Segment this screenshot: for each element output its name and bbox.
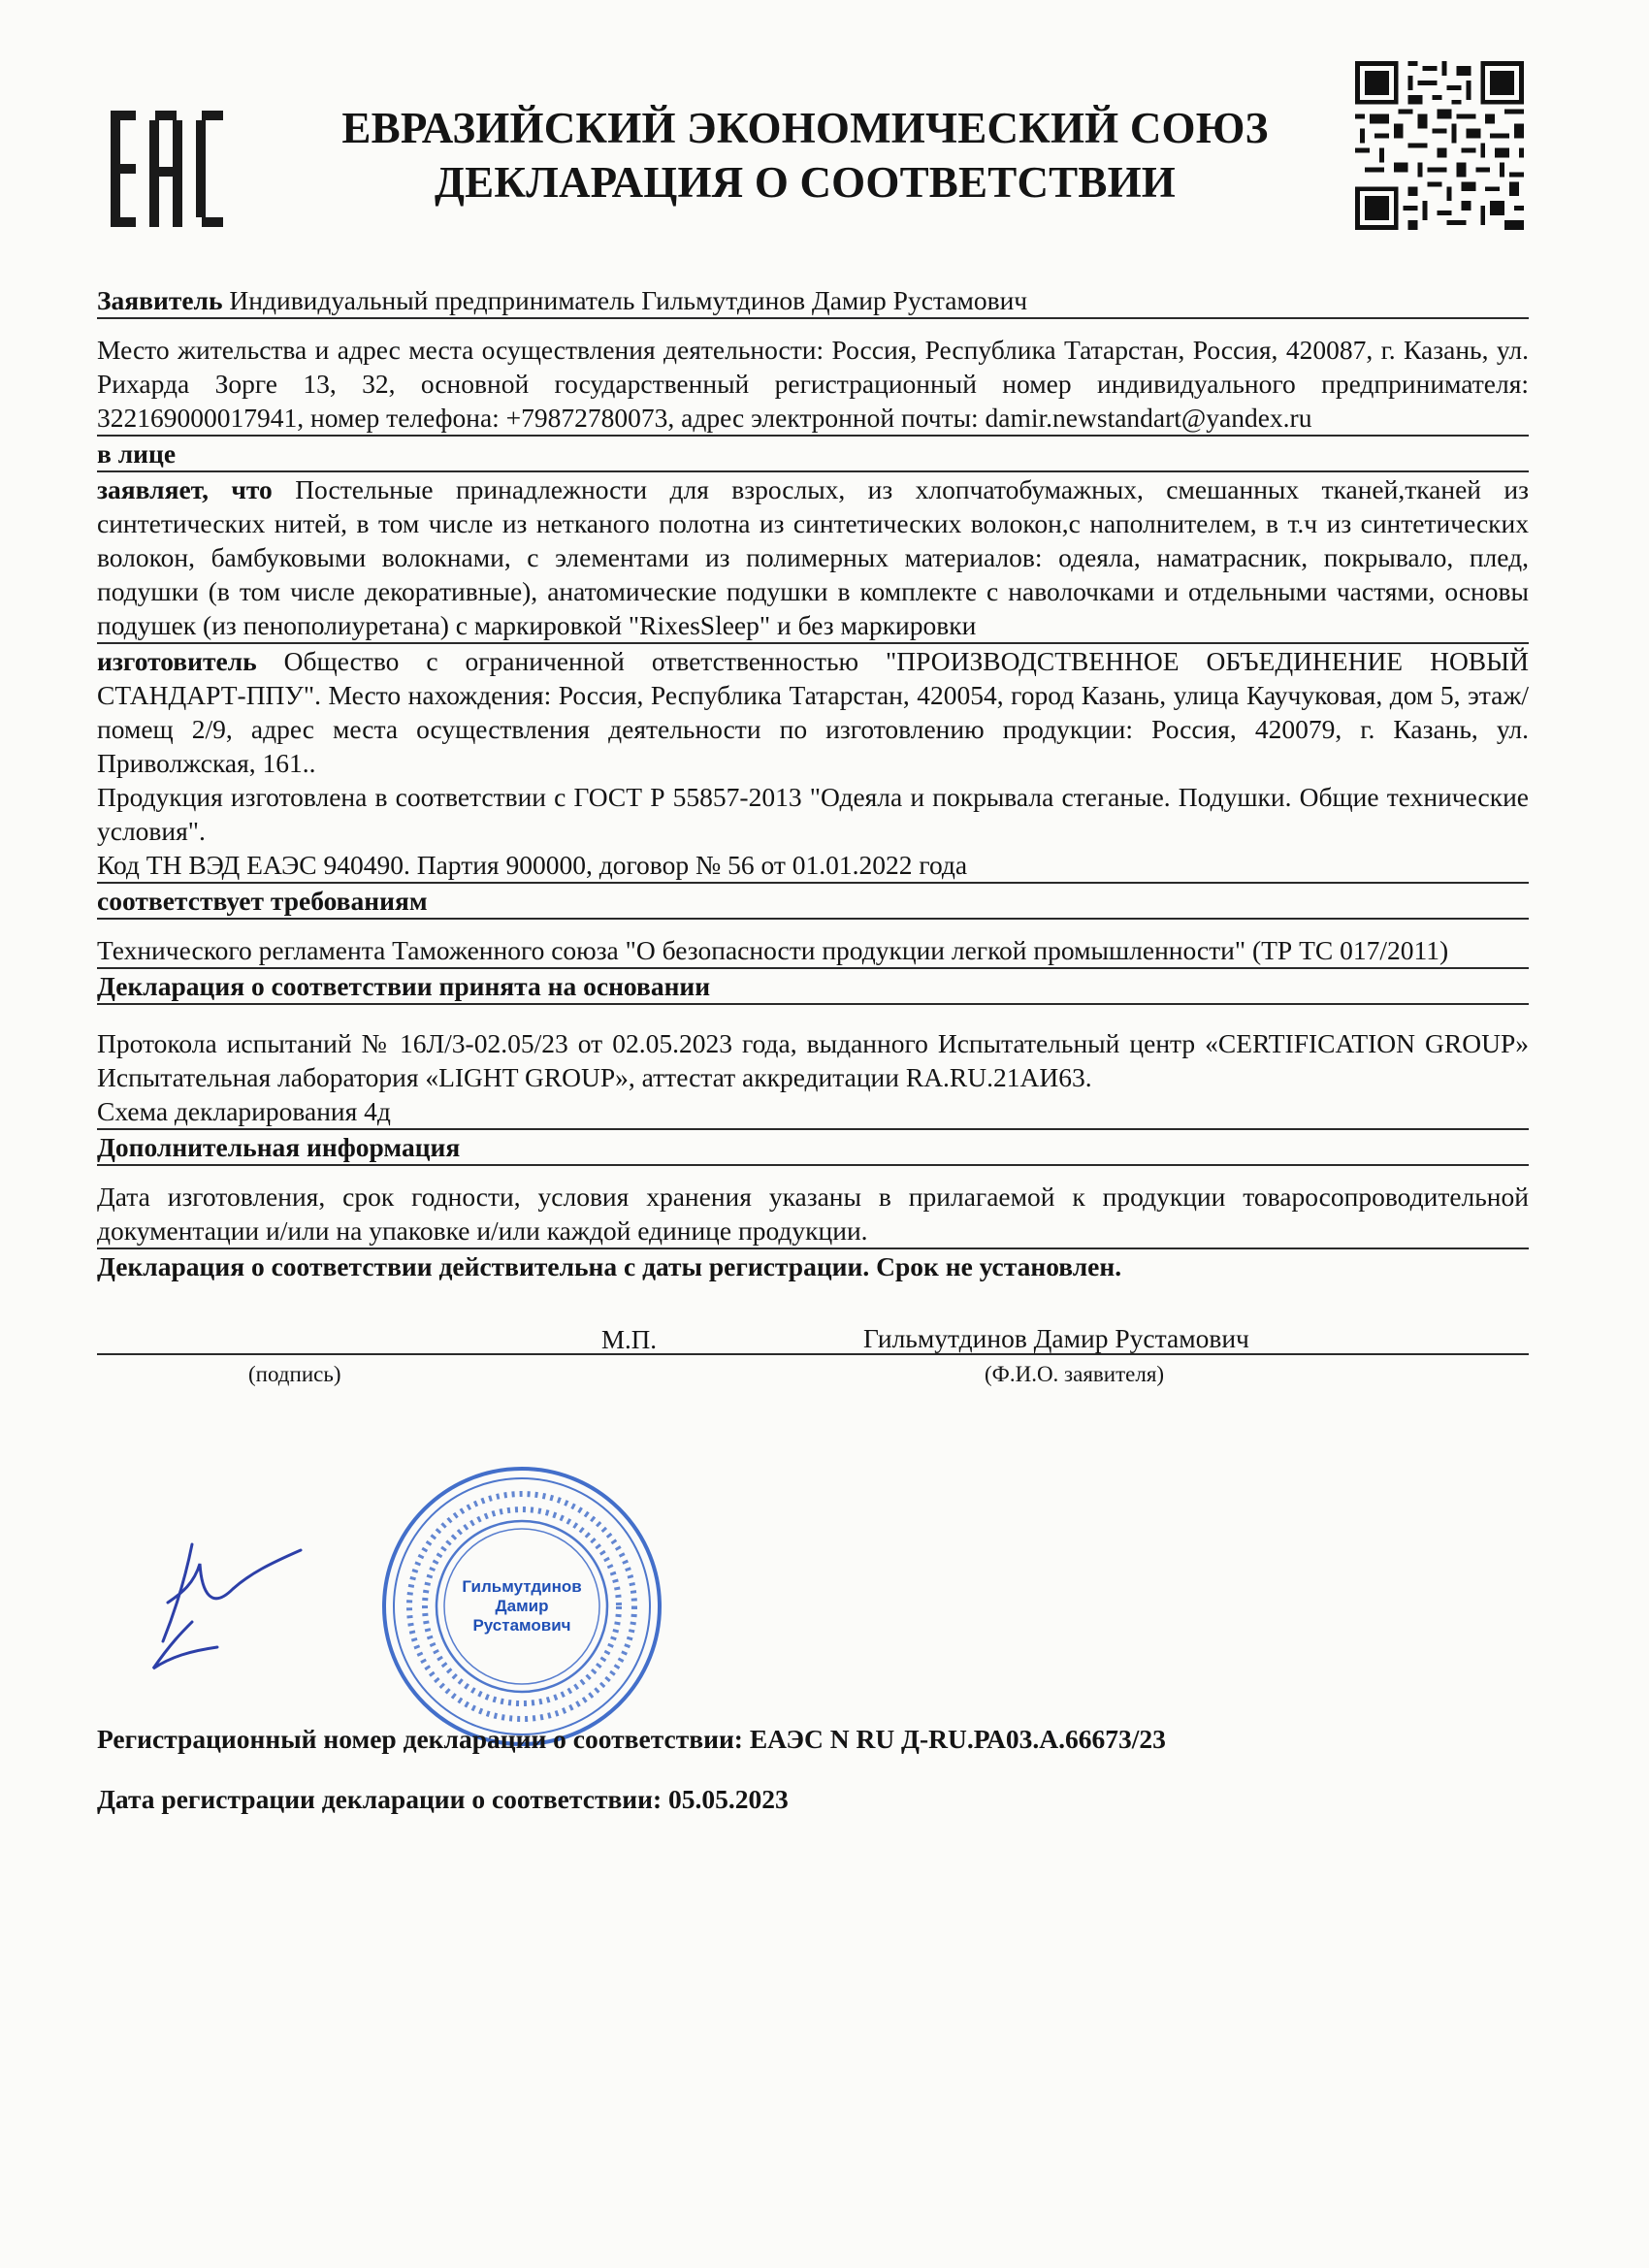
conforms-value: Технического регламента Таможенного союза "О безопасности продукции легкой промышленности" (ТР ТС 017/2011) xyxy=(97,935,1449,965)
title-declaration: ДЕКЛАРАЦИЯ О СООТВЕТСТВИИ xyxy=(435,158,1176,207)
manufacturer-value: Общество с ограниченной ответственностью "ПРОИЗВОДСТВЕННОЕ ОБЪЕДИНЕНИЕ НОВЫЙ СТАНДАРТ-ППУ". Место нахождения: Россия, Республика Татарстан, 420054, город Казань, улица Каучуковая, дом 5, этаж/помещ 2/9, адрес места осуществления деятельности по изготовлению продукции: Россия, 420079, г. Казань, ул. Приволжская, 161.. xyxy=(97,646,1529,778)
signature-row xyxy=(97,1283,1529,1419)
additional-value: Дата изготовления, срок годности, условия хранения указаны в прилагаемой к продукции товаросопроводительной документации и/или на упаковке и/или каждой единице продукции. xyxy=(97,1182,1529,1246)
registration-number: Регистрационный номер декларации о соответствии: ЕАЭС N RU Д-RU.РА03.А.66673/23 xyxy=(97,1724,1166,1754)
declares-row xyxy=(97,472,1529,644)
in-person-row xyxy=(97,437,1529,472)
declaration-body xyxy=(97,283,1529,1419)
stamp-line-1: Гильмутдинов xyxy=(462,1577,582,1596)
in-person-label: в лице xyxy=(97,438,177,469)
registration-date: Дата регистрации декларации о соответствии: 05.05.2023 xyxy=(97,1784,789,1814)
declares-value: Постельные принадлежности для взрослых, из хлопчатобумажных, смешанных тканей,тканей из синтетических нитей, в том числе из нетканого полотна из синтетических волокон,с наполнителем, в т.ч из синтетических волокон, бамбуковыми волокнами, с элементами из полимерных материалов: одеяла, наматрасник, покрывало, плед, подушки (в том числе декоративные), анатомические подушки в комплекте с наволочками и отдельными частями, основы подушек (из пенополиуретана) с маркировкой "RixesSleep" и без маркировки xyxy=(97,474,1529,640)
document-title xyxy=(291,101,1319,210)
basis-row xyxy=(97,1026,1529,1130)
signer-name: Гильмутдинов Дамир Рустамович xyxy=(863,1323,1249,1353)
qr-code-icon xyxy=(1350,56,1529,235)
applicant-label: Заявитель xyxy=(97,285,223,315)
manufacturer-code: Код ТН ВЭД ЕАЭС 940490. Партия 900000, договор № 56 от 01.01.2022 года xyxy=(97,850,968,880)
stamp-line-2: Дамир xyxy=(495,1597,549,1615)
manufacturer-row xyxy=(97,644,1529,884)
stamp-line-3: Рустамович xyxy=(472,1616,571,1635)
additional-label: Дополнительная информация xyxy=(97,1132,461,1162)
additional-row xyxy=(97,1180,1529,1249)
address-text: Место жительства и адрес места осуществления деятельности: Россия, Республика Татарстан, Россия, 420087, г. Казань, ул. Рихарда Зорге 13, 32, основной государственный регистрационный номер индивидуального предпринимателя: 322169000017941, номер телефона: +79872780073, адрес электронной почты: damir.newstandart@yandex.ru xyxy=(97,335,1529,433)
applicant-row xyxy=(97,283,1529,319)
address-row xyxy=(97,333,1529,437)
handwritten-signature-icon xyxy=(124,1525,318,1680)
title-union: ЕВРАЗИЙСКИЙ ЭКОНОМИЧЕСКИЙ СОЮЗ xyxy=(341,104,1269,152)
manufacturer-label: изготовитель xyxy=(97,646,257,676)
conforms-label-row xyxy=(97,884,1529,920)
basis-value: Протокола испытаний № 16Л/3-02.05/23 от 02.05.2023 года, выданного Испытательный центр «CERTIFICATION GROUP» Испытательная лаборатория «LIGHT GROUP», аттестат аккредитации RA.RU.21АИ63. xyxy=(97,1028,1529,1092)
applicant-value: Индивидуальный предприниматель Гильмутдинов Дамир Рустамович xyxy=(229,285,1028,315)
official-stamp-icon xyxy=(376,1461,667,1752)
stamp-place-label: М.П. xyxy=(601,1325,658,1354)
validity-text: Декларация о соответствии действительна с даты регистрации. Срок не установлен. xyxy=(97,1251,1122,1281)
stamp-text xyxy=(376,1461,667,1752)
basis-label: Декларация о соответствии принята на основании xyxy=(97,971,711,1001)
manufacturer-standard: Продукция изготовлена в соответствии с ГОСТ Р 55857-2013 "Одеяла и покрывала стеганые. Подушки. Общие технические условия". xyxy=(97,782,1529,846)
basis-label-row xyxy=(97,969,1529,1005)
declares-label: заявляет, что xyxy=(97,474,273,504)
signature-line xyxy=(97,1353,1529,1355)
signature-caption: (подпись) xyxy=(248,1362,341,1386)
name-caption: (Ф.И.О. заявителя) xyxy=(985,1362,1165,1386)
conforms-label: соответствует требованиям xyxy=(97,886,428,916)
basis-scheme: Схема декларирования 4д xyxy=(97,1096,391,1126)
additional-label-row xyxy=(97,1130,1529,1166)
eac-logo-icon xyxy=(109,109,223,229)
conforms-row xyxy=(97,933,1529,969)
